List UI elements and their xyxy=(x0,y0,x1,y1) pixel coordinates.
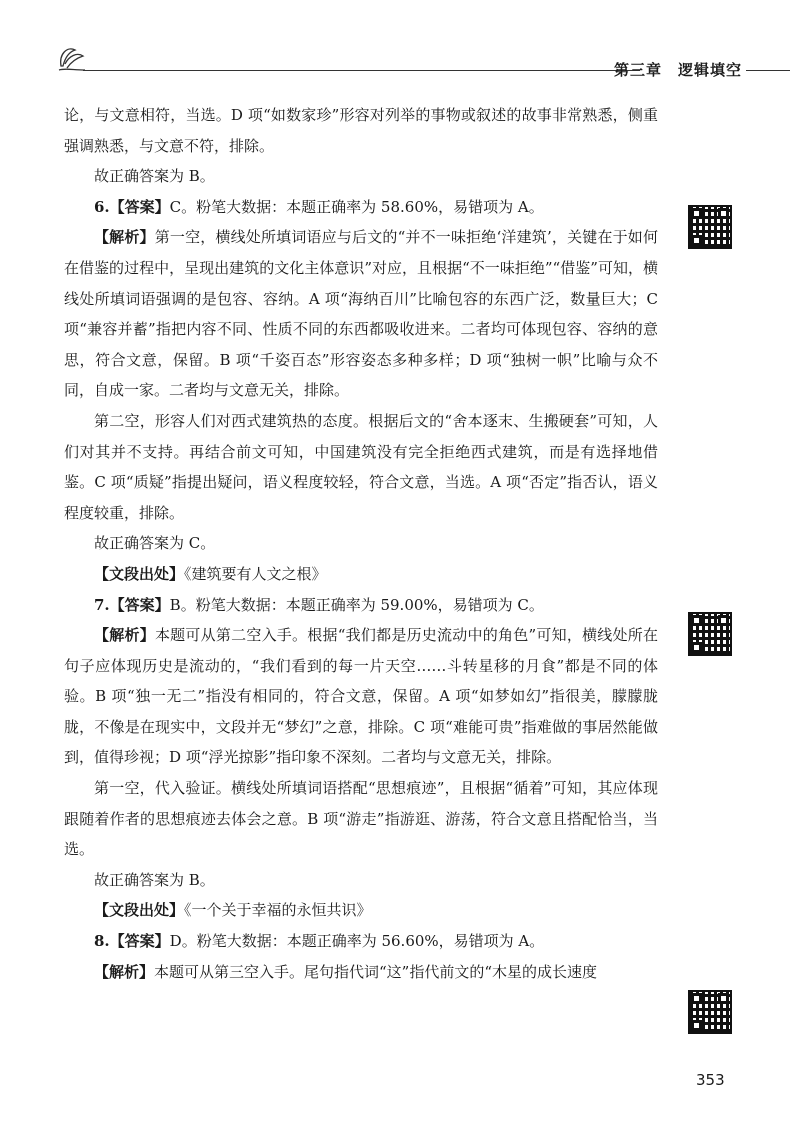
paragraph xyxy=(64,559,658,590)
paragraph xyxy=(64,406,658,528)
paragraph xyxy=(64,222,658,406)
paragraph xyxy=(64,528,658,559)
paragraph xyxy=(64,895,658,926)
paragraph-text: 第一空，代入验证。横线处所填词语搭配“思想痕迹”，且根据“循着”可知，其应体现跟随着作者的思想痕迹去体会之意。B 项“游走”指游逛、游荡，符合文意且搭配恰当，当选。 xyxy=(64,779,658,859)
paragraph-text: 故正确答案为 C。 xyxy=(94,534,216,553)
paragraph-text: 《建筑要有人文之根》 xyxy=(184,564,327,583)
paragraph-text: B。粉笔大数据：本题正确率为 59.00%，易错项为 C。 xyxy=(169,595,544,614)
paragraph-text: 《一个关于幸福的永恒共识》 xyxy=(184,901,372,920)
paragraph xyxy=(64,192,658,223)
source-tag: 【文段出处】 xyxy=(94,901,185,920)
paragraph xyxy=(64,865,658,896)
paragraph-text: C。粉笔大数据：本题正确率为 58.60%，易错项为 A。 xyxy=(169,197,544,216)
analysis-tag: 【解析】 xyxy=(94,626,155,645)
paragraph-text: 第二空，形容人们对西式建筑热的态度。根据后文的“舍本逐末、生搬硬套”可知，人们对其并不支持。再结合前文可知，中国建筑没有完全拒绝西式建筑，而是有选择地借鉴。C 项“质疑”指提出疑问，语义程度较轻，符合文意，当选。A 项“否定”指否认，语义程度较重，排除。 xyxy=(64,411,658,522)
paragraph xyxy=(64,957,658,988)
paragraph-text: 本题可从第三空入手。尾句指代词“这”指代前文的“木星的成长速度 xyxy=(154,962,598,981)
page-number: 353 xyxy=(696,1071,725,1089)
source-tag: 【文段出处】 xyxy=(94,564,185,583)
paragraph-text: 本题可从第二空入手。根据“我们都是历史流动中的角色”可知，横线处所在句子应体现历史是流动的，“我们看到的每一片天空……斗转星移的月食”都是不同的体验。B 项“独一无二”指没有相同的，符合文意，保留。A 项“如梦如幻”指很美，朦朦胧胧，不像是在现实中，文段并无“梦幻”之意，排除。C 项“难能可贵”指难做的事居然能做到，值得珍视；D 项“浮光掠影”指印象不深刻。二者均与文意无关，排除。 xyxy=(64,626,658,767)
paragraph-text: 故正确答案为 B。 xyxy=(94,167,215,186)
analysis-tag: 【解析】 xyxy=(94,228,155,247)
chapter-title: 第三章 逻辑填空 xyxy=(613,61,742,79)
paragraph-text: 故正确答案为 B。 xyxy=(94,870,215,889)
paragraph xyxy=(64,620,658,773)
paragraph xyxy=(64,773,658,865)
answer-tag: 7.【答案】 xyxy=(94,595,170,614)
leaf-icon xyxy=(55,40,89,74)
paragraph xyxy=(64,590,658,621)
paragraph-text: D。粉笔大数据：本题正确率为 56.60%，易错项为 A。 xyxy=(169,932,545,951)
paragraph xyxy=(64,100,658,161)
paragraph-text: 论，与文意相符，当选。D 项“如数家珍”形容对列举的事物或叙述的故事非常熟悉，侧重强调熟悉，与文意不符，排除。 xyxy=(64,106,658,155)
answer-tag: 6.【答案】 xyxy=(94,197,170,216)
qr-code-icon[interactable] xyxy=(688,990,732,1034)
analysis-tag: 【解析】 xyxy=(94,962,155,981)
header-rule-right xyxy=(746,70,790,71)
qr-code-icon[interactable] xyxy=(688,205,732,249)
page-body xyxy=(64,100,658,987)
answer-tag: 8.【答案】 xyxy=(94,932,170,951)
qr-code-icon[interactable] xyxy=(688,612,732,656)
header-rule-left xyxy=(83,70,640,71)
paragraph xyxy=(64,926,658,957)
paragraph xyxy=(64,161,658,192)
paragraph-text: 第一空，横线处所填词语应与后文的“并不一味拒绝‘洋建筑’，关键在于如何在借鉴的过程中，呈现出建筑的文化主体意识”对应，且根据“不一味拒绝”“借鉴”可知，横线处所填词语强调的是包容、容纳。A 项“海纳百川”比喻包容的东西广泛，数量巨大；C 项“兼容并蓄”指把内容不同、性质不同的东西都吸收进来。二者均可体现包容、容纳的意思，符合文意，保留。B 项“千姿百态”形容姿态多种多样；D 项“独树一帜”比喻与众不同，自成一家。二者均与文意无关，排除。 xyxy=(64,228,658,400)
page-header xyxy=(55,40,790,80)
